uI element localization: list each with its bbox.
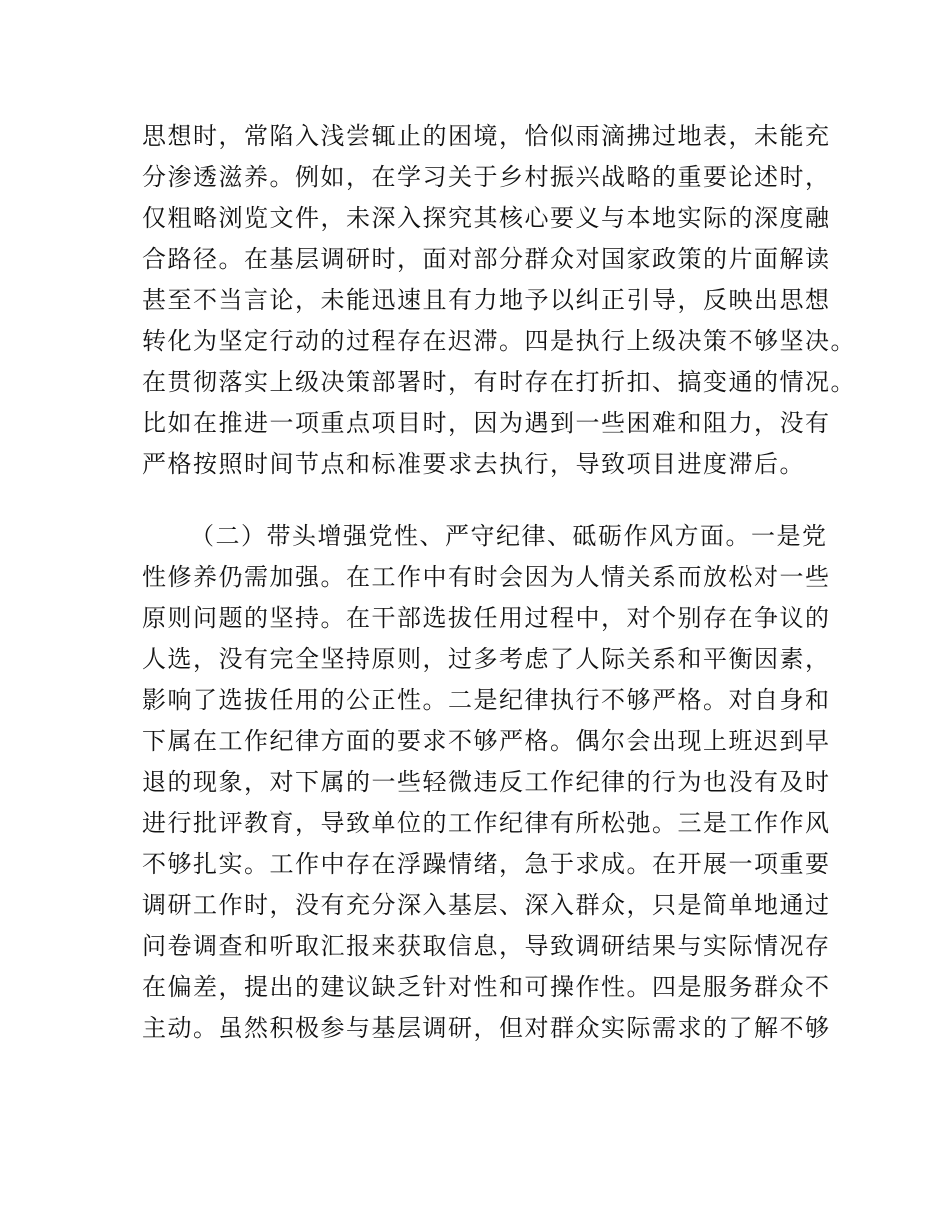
text-line: 原则问题的坚持。在干部选拔任用过程中，对个别存在争议的 — [142, 604, 831, 632]
text-line: 比如在推进一项重点项目时，因为遇到一些困难和阻力，没有 — [142, 409, 831, 437]
text-line: 在贯彻落实上级决策部署时，有时存在打折扣、搞变通的情况。 — [142, 368, 856, 396]
text-line: 影响了选拔任用的公正性。二是纪律执行不够严格。对自身和 — [142, 686, 831, 714]
text-line: 不够扎实。工作中存在浮躁情绪，急于求成。在开展一项重要 — [142, 850, 831, 878]
text-line: 思想时，常陷入浅尝辄止的困境，恰似雨滴拂过地表，未能充 — [142, 122, 831, 150]
text-line: 在偏差，提出的建议缺乏针对性和可操作性。四是服务群众不 — [142, 973, 831, 1001]
text-line: 人选，没有完全坚持原则，过多考虑了人际关系和平衡因素， — [142, 645, 831, 673]
text-line: 严格按照时间节点和标准要求去执行，导致项目进度滞后。 — [142, 450, 805, 478]
section-heading-line: （二）带头增强党性、严守纪律、砥砺作风方面。一是党 — [190, 522, 828, 550]
text-line: 甚至不当言论，未能迅速且有力地予以纠正引导，反映出思想 — [142, 286, 831, 314]
text-line: 下属在工作纪律方面的要求不够严格。偶尔会出现上班迟到早 — [142, 727, 831, 755]
text-line: 转化为坚定行动的过程存在迟滞。四是执行上级决策不够坚决。 — [142, 327, 856, 355]
text-line: 分渗透滋养。例如，在学习关于乡村振兴战略的重要论述时， — [142, 163, 831, 191]
text-line: 性修养仍需加强。在工作中有时会因为人情关系而放松对一些 — [142, 563, 831, 591]
text-line: 进行批评教育，导致单位的工作纪律有所松弛。三是工作作风 — [142, 809, 831, 837]
text-line: 调研工作时，没有充分深入基层、深入群众，只是简单地通过 — [142, 891, 831, 919]
text-line: 合路径。在基层调研时，面对部分群众对国家政策的片面解读 — [142, 245, 831, 273]
text-line: 仅粗略浏览文件，未深入探究其核心要义与本地实际的深度融 — [142, 204, 831, 232]
text-line: 问卷调查和听取汇报来获取信息，导致调研结果与实际情况存 — [142, 932, 831, 960]
text-line: 退的现象，对下属的一些轻微违反工作纪律的行为也没有及时 — [142, 768, 831, 796]
text-line: 主动。虽然积极参与基层调研，但对群众实际需求的了解不够 — [142, 1014, 831, 1042]
